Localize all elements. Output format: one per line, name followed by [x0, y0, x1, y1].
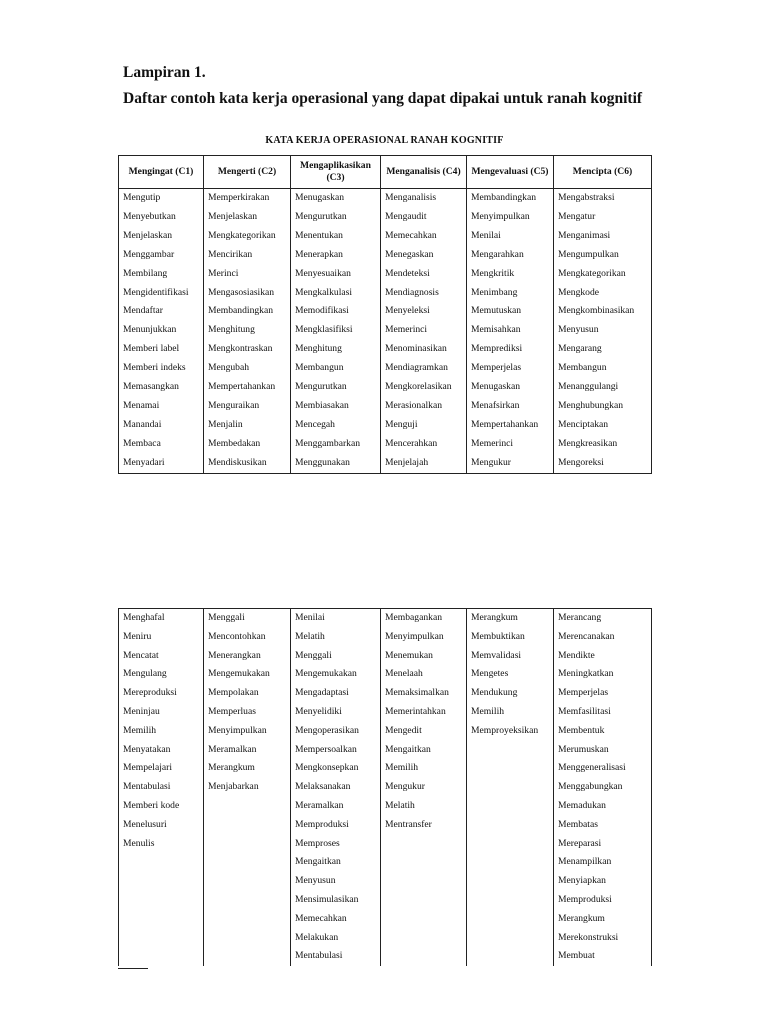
table-cell-c5 — [467, 910, 554, 929]
table-cell-c3: Melatih — [291, 628, 381, 647]
table-cell-c1: Meniru — [119, 628, 204, 647]
table-cell-c6: Membangun — [554, 359, 652, 378]
table-row — [119, 872, 652, 891]
table-row — [119, 302, 652, 321]
table-header-row — [119, 156, 652, 189]
table-cell-c6: Menggeneralisasi — [554, 759, 652, 778]
table-cell-c5: Memproyeksikan — [467, 722, 554, 741]
table-row — [119, 189, 652, 208]
table-cell-c3: Memodifikasi — [291, 302, 381, 321]
page-title: Daftar contoh kata kerja operasional yang dapat dipakai untuk ranah kognitif — [123, 90, 643, 107]
table-cell-c6: Merancang — [554, 609, 652, 628]
table-cell-c6: Merangkum — [554, 910, 652, 929]
table-cell-c6: Menciptakan — [554, 416, 652, 435]
table-row — [119, 397, 652, 416]
table-cell-c2 — [204, 853, 291, 872]
table-row — [119, 778, 652, 797]
table-cell-c6: Menyiapkan — [554, 872, 652, 891]
table-cell-c4: Mentransfer — [381, 816, 467, 835]
table-cell-c6: Mengarang — [554, 340, 652, 359]
table-row — [119, 741, 652, 760]
table-cell-c1 — [119, 947, 204, 966]
table-cell-c4: Memecahkan — [381, 227, 467, 246]
table-cell-c1 — [119, 853, 204, 872]
table-cell-c5: Memperjelas — [467, 359, 554, 378]
table-cell-c3: Menggali — [291, 647, 381, 666]
table-row — [119, 853, 652, 872]
table-cell-c4 — [381, 929, 467, 948]
table-cell-c4 — [381, 947, 467, 966]
table-cell-c4: Mengaitkan — [381, 741, 467, 760]
column-header-c2: Mengerti (C2) — [204, 156, 291, 189]
table-cell-c5 — [467, 759, 554, 778]
table-cell-c2 — [204, 872, 291, 891]
table-cell-c3: Mempersoalkan — [291, 741, 381, 760]
table-cell-c6: Merencanakan — [554, 628, 652, 647]
table-row — [119, 378, 652, 397]
table-cell-c6: Mengumpulkan — [554, 246, 652, 265]
table-cell-c1: Menamai — [119, 397, 204, 416]
table-cell-c1: Menunjukkan — [119, 321, 204, 340]
table-cell-c2: Memperkirakan — [204, 189, 291, 208]
table-cell-c6: Mereparasi — [554, 835, 652, 854]
table-cell-c4: Menelaah — [381, 665, 467, 684]
table-cell-c3: Mengurutkan — [291, 208, 381, 227]
table-cell-c3: Menyusun — [291, 872, 381, 891]
table-cell-c6: Mengkategorikan — [554, 265, 652, 284]
table-cell-c2: Menguraikan — [204, 397, 291, 416]
table-row — [119, 816, 652, 835]
table-cell-c4: Mengedit — [381, 722, 467, 741]
table-row — [119, 835, 652, 854]
table-cell-c6: Menggabungkan — [554, 778, 652, 797]
table-cell-c1: Mengulang — [119, 665, 204, 684]
table-cell-c6: Mengoreksi — [554, 454, 652, 473]
table-cell-c2: Membedakan — [204, 435, 291, 454]
table-row — [119, 797, 652, 816]
table-cell-c5: Mengkritik — [467, 265, 554, 284]
table-cell-c4: Mendeteksi — [381, 265, 467, 284]
table-row — [119, 284, 652, 303]
table-row — [119, 684, 652, 703]
table-cell-c6: Merumuskan — [554, 741, 652, 760]
table-row — [119, 321, 652, 340]
table-cell-c2: Mendiskusikan — [204, 454, 291, 473]
table-cell-c5: Menimbang — [467, 284, 554, 303]
table-cell-c3: Mengoperasikan — [291, 722, 381, 741]
table-cell-c2: Menghitung — [204, 321, 291, 340]
table-cell-c5: Memutuskan — [467, 302, 554, 321]
table-cell-c3: Melakukan — [291, 929, 381, 948]
table-cell-c1: Menghafal — [119, 609, 204, 628]
table-cell-c5 — [467, 947, 554, 966]
table-cell-c6: Membentuk — [554, 722, 652, 741]
table-cell-c4: Memerinci — [381, 321, 467, 340]
table-row — [119, 208, 652, 227]
table-cell-c4: Mendiagramkan — [381, 359, 467, 378]
table-cell-c2: Merangkum — [204, 759, 291, 778]
table-cell-c3: Mentabulasi — [291, 947, 381, 966]
table-row — [119, 227, 652, 246]
table-cell-c4: Mendiagnosis — [381, 284, 467, 303]
table-row — [119, 910, 652, 929]
table-cell-c1 — [119, 929, 204, 948]
table-cell-c5 — [467, 835, 554, 854]
table-cell-c1: Membaca — [119, 435, 204, 454]
table-cell-c5: Membuktikan — [467, 628, 554, 647]
table-cell-c1: Meninjau — [119, 703, 204, 722]
table-cell-c5 — [467, 891, 554, 910]
table-cell-c2: Menjalin — [204, 416, 291, 435]
verb-table-part-1 — [118, 155, 652, 474]
table-cell-c3: Menugaskan — [291, 189, 381, 208]
table-cell-c3: Mengkalkulasi — [291, 284, 381, 303]
table-cell-c3: Meramalkan — [291, 797, 381, 816]
table-row — [119, 703, 652, 722]
table-row — [119, 722, 652, 741]
table-cell-c2: Mengkontraskan — [204, 340, 291, 359]
table-cell-c2: Membandingkan — [204, 302, 291, 321]
table-cell-c2: Mengubah — [204, 359, 291, 378]
table-cell-c6: Mengkreasikan — [554, 435, 652, 454]
table-row — [119, 891, 652, 910]
table-cell-c2: Mencirikan — [204, 246, 291, 265]
table-cell-c2 — [204, 891, 291, 910]
table-cell-c6: Membatas — [554, 816, 652, 835]
table-cell-c2 — [204, 797, 291, 816]
table-cell-c2: Mengkategorikan — [204, 227, 291, 246]
table-cell-c4: Menjelajah — [381, 454, 467, 473]
table-cell-c3: Mengklasifiksi — [291, 321, 381, 340]
table-cell-c1 — [119, 910, 204, 929]
verb-table-part-2 — [118, 608, 652, 966]
table-cell-c4: Membagankan — [381, 609, 467, 628]
table-cell-c3: Memproses — [291, 835, 381, 854]
table-cell-c5: Mengarahkan — [467, 246, 554, 265]
table-cell-c4: Memaksimalkan — [381, 684, 467, 703]
table-cell-c4: Mengkorelasikan — [381, 378, 467, 397]
table-cell-c6: Mengkode — [554, 284, 652, 303]
table-cell-c4: Mengaudit — [381, 208, 467, 227]
table-cell-c3: Mengaitkan — [291, 853, 381, 872]
table-cell-c1: Memilih — [119, 722, 204, 741]
table-cell-c5: Memprediksi — [467, 340, 554, 359]
table-cell-c1: Menggambar — [119, 246, 204, 265]
table-cell-c1: Manandai — [119, 416, 204, 435]
column-header-c5: Mengevaluasi (C5) — [467, 156, 554, 189]
table-cell-c2: Mencontohkan — [204, 628, 291, 647]
table-cell-c2 — [204, 929, 291, 948]
table-row — [119, 647, 652, 666]
table-cell-c1: Membilang — [119, 265, 204, 284]
table-cell-c6: Menganimasi — [554, 227, 652, 246]
table-cell-c6: Menghubungkan — [554, 397, 652, 416]
table-cell-c3: Menentukan — [291, 227, 381, 246]
table-row — [119, 947, 652, 966]
table-cell-c4: Merasionalkan — [381, 397, 467, 416]
table-row — [119, 665, 652, 684]
table-cell-c5: Menyimpulkan — [467, 208, 554, 227]
table-cell-c4 — [381, 872, 467, 891]
table-cell-c2: Menyimpulkan — [204, 722, 291, 741]
table-cell-c5: Mempertahankan — [467, 416, 554, 435]
table-cell-c2: Meramalkan — [204, 741, 291, 760]
table-cell-c4: Menyimpulkan — [381, 628, 467, 647]
table-cell-c3: Mengurutkan — [291, 378, 381, 397]
table-cell-c5 — [467, 929, 554, 948]
table-cell-c5: Mendukung — [467, 684, 554, 703]
table-cell-c6: Memproduksi — [554, 891, 652, 910]
table-cell-c6: Menanggulangi — [554, 378, 652, 397]
table-cell-c4 — [381, 835, 467, 854]
table-cell-c2 — [204, 835, 291, 854]
table-cell-c1: Memasangkan — [119, 378, 204, 397]
table-cell-c4: Melatih — [381, 797, 467, 816]
table-cell-c3: Membiasakan — [291, 397, 381, 416]
table-row — [119, 340, 652, 359]
table-cell-c1: Menjelaskan — [119, 227, 204, 246]
table-cell-c1 — [119, 891, 204, 910]
table-cell-c3: Menyelidiki — [291, 703, 381, 722]
table-cell-c6: Mengabstraksi — [554, 189, 652, 208]
table-cell-c4: Menegaskan — [381, 246, 467, 265]
table-row — [119, 416, 652, 435]
table-cell-c4: Menemukan — [381, 647, 467, 666]
table-cell-c6: Membuat — [554, 947, 652, 966]
table-cell-c1: Menyadari — [119, 454, 204, 473]
table-cell-c2: Menggali — [204, 609, 291, 628]
table-cell-c2: Menjelaskan — [204, 208, 291, 227]
table-cell-c3: Mengadaptasi — [291, 684, 381, 703]
table-cell-c4 — [381, 910, 467, 929]
table-cell-c3: Mengemukakan — [291, 665, 381, 684]
table-cell-c1: Memberi kode — [119, 797, 204, 816]
table-cell-c3: Membangun — [291, 359, 381, 378]
table-cell-c2: Menerangkan — [204, 647, 291, 666]
table-cell-c1: Menyebutkan — [119, 208, 204, 227]
table-cell-c5: Menafsirkan — [467, 397, 554, 416]
table-cell-c1 — [119, 872, 204, 891]
table-cell-c5 — [467, 741, 554, 760]
table-row — [119, 246, 652, 265]
table-cell-c5: Memvalidasi — [467, 647, 554, 666]
table-cell-c5 — [467, 853, 554, 872]
table-cell-c1: Menyatakan — [119, 741, 204, 760]
column-header-c6: Mencipta (C6) — [554, 156, 652, 189]
table-row — [119, 435, 652, 454]
table-cell-c6: Memadukan — [554, 797, 652, 816]
table-cell-c6: Memfasilitasi — [554, 703, 652, 722]
table-cell-c6: Mengkombinasikan — [554, 302, 652, 321]
table-cell-c1: Menelusuri — [119, 816, 204, 835]
table-cell-c6: Merekonstruksi — [554, 929, 652, 948]
table-cell-c3: Mensimulasikan — [291, 891, 381, 910]
table-cell-c4: Menguji — [381, 416, 467, 435]
table-cell-c2: Mempertahankan — [204, 378, 291, 397]
table-cell-c3: Menggunakan — [291, 454, 381, 473]
table-row — [119, 929, 652, 948]
table-cell-c5 — [467, 778, 554, 797]
table-cell-c4: Menyeleksi — [381, 302, 467, 321]
table-cell-c1: Mempelajari — [119, 759, 204, 778]
table-cell-c2 — [204, 910, 291, 929]
table-row — [119, 628, 652, 647]
table-cell-c1: Mentabulasi — [119, 778, 204, 797]
table-cell-c2: Mempolakan — [204, 684, 291, 703]
table-cell-c4 — [381, 891, 467, 910]
table-cell-c2 — [204, 947, 291, 966]
table-caption: KATA KERJA OPERASIONAL RANAH KOGNITIF — [265, 135, 504, 146]
table-cell-c4: Memerintahkan — [381, 703, 467, 722]
table-cell-c5: Memisahkan — [467, 321, 554, 340]
table-cell-c1: Menulis — [119, 835, 204, 854]
table-cell-c5 — [467, 872, 554, 891]
table-cell-c3: Memecahkan — [291, 910, 381, 929]
table-cell-c2: Merinci — [204, 265, 291, 284]
table-row — [119, 454, 652, 473]
table-cell-c1: Mereproduksi — [119, 684, 204, 703]
table-cell-c4: Memilih — [381, 759, 467, 778]
table-cell-c6: Menyusun — [554, 321, 652, 340]
table-cell-c6: Menampilkan — [554, 853, 652, 872]
table-cell-c3: Mengkonsepkan — [291, 759, 381, 778]
table-cell-c3: Menggambarkan — [291, 435, 381, 454]
table-cell-c5: Menugaskan — [467, 378, 554, 397]
table-end-line — [118, 968, 148, 969]
table-cell-c6: Mendikte — [554, 647, 652, 666]
table-cell-c1: Mengidentifikasi — [119, 284, 204, 303]
table-cell-c4: Menganalisis — [381, 189, 467, 208]
table-cell-c2: Mengemukakan — [204, 665, 291, 684]
table-cell-c6: Mengatur — [554, 208, 652, 227]
table-cell-c4: Mengukur — [381, 778, 467, 797]
table-cell-c5: Memerinci — [467, 435, 554, 454]
table-cell-c1: Memberi indeks — [119, 359, 204, 378]
table-cell-c5: Mengetes — [467, 665, 554, 684]
table-cell-c5: Mengukur — [467, 454, 554, 473]
table-cell-c1: Mencatat — [119, 647, 204, 666]
table-row — [119, 359, 652, 378]
column-header-c1: Mengingat (C1) — [119, 156, 204, 189]
table-cell-c4: Mencerahkan — [381, 435, 467, 454]
table-cell-c3: Menghitung — [291, 340, 381, 359]
table-cell-c5: Memilih — [467, 703, 554, 722]
table-cell-c2 — [204, 816, 291, 835]
table-cell-c5: Merangkum — [467, 609, 554, 628]
table-cell-c1: Mendaftar — [119, 302, 204, 321]
table-cell-c2: Memperluas — [204, 703, 291, 722]
table-cell-c5 — [467, 797, 554, 816]
table-cell-c4 — [381, 853, 467, 872]
table-cell-c3: Memproduksi — [291, 816, 381, 835]
table-cell-c3: Menilai — [291, 609, 381, 628]
table-cell-c1: Mengutip — [119, 189, 204, 208]
table-cell-c5: Menilai — [467, 227, 554, 246]
table-row — [119, 759, 652, 778]
table-cell-c3: Mencegah — [291, 416, 381, 435]
column-header-c3: Mengaplikasikan (C3) — [291, 156, 381, 189]
table-cell-c6: Memperjelas — [554, 684, 652, 703]
table-cell-c3: Melaksanakan — [291, 778, 381, 797]
table-cell-c3: Menerapkan — [291, 246, 381, 265]
table-cell-c2: Menjabarkan — [204, 778, 291, 797]
table-row — [119, 609, 652, 628]
appendix-label: Lampiran 1. — [123, 64, 206, 81]
table-cell-c1: Memberi label — [119, 340, 204, 359]
table-cell-c2: Mengasosiasikan — [204, 284, 291, 303]
table-cell-c4: Menominasikan — [381, 340, 467, 359]
column-header-c4: Menganalisis (C4) — [381, 156, 467, 189]
table-cell-c5: Membandingkan — [467, 189, 554, 208]
table-row — [119, 265, 652, 284]
table-cell-c6: Meningkatkan — [554, 665, 652, 684]
table-cell-c3: Menyesuaikan — [291, 265, 381, 284]
table-cell-c5 — [467, 816, 554, 835]
